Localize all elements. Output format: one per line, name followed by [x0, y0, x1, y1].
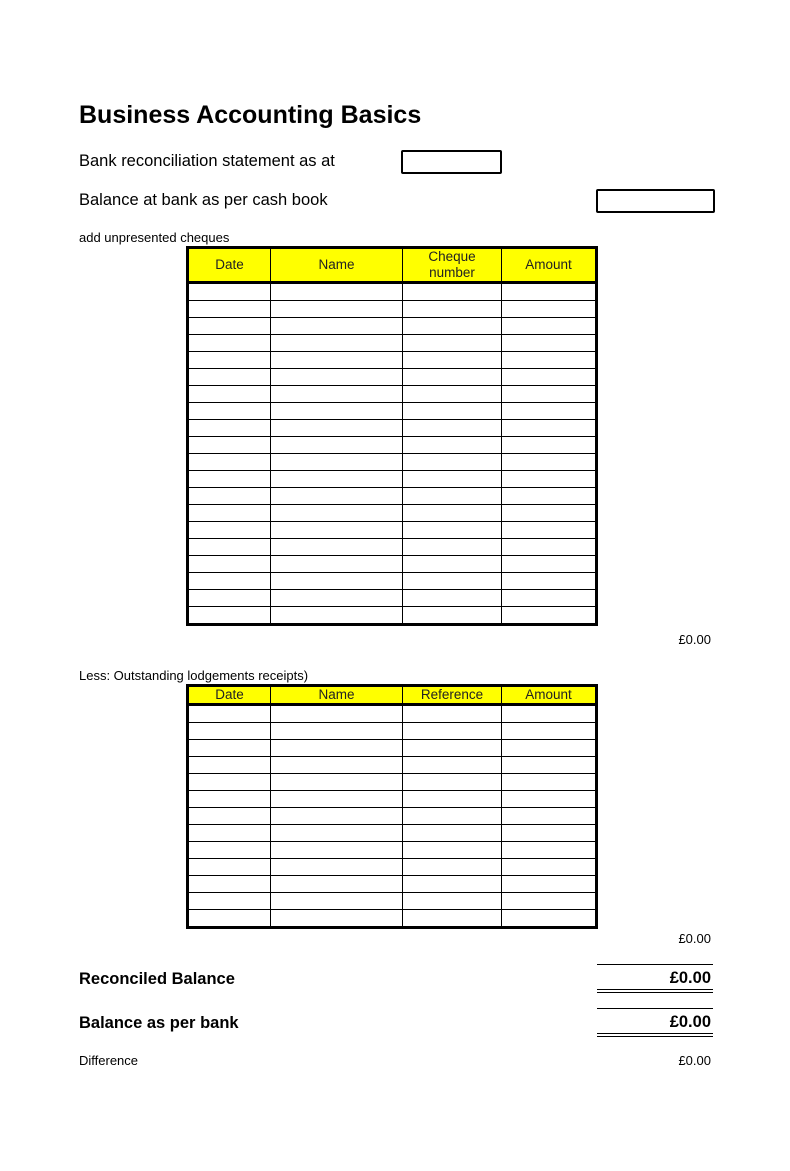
cell-name[interactable] — [271, 723, 403, 740]
cell-amount[interactable] — [502, 454, 597, 471]
cell-date[interactable] — [188, 352, 271, 369]
cell-date[interactable] — [188, 791, 271, 808]
cell-name[interactable] — [271, 607, 403, 625]
cell-amount[interactable] — [502, 505, 597, 522]
bank-balance-label: Balance as per bank — [79, 1014, 239, 1032]
cell-name[interactable] — [271, 556, 403, 573]
cell-date[interactable] — [188, 740, 271, 757]
cell-amount[interactable] — [502, 335, 597, 352]
lodgements-total: £0.00 — [678, 931, 711, 946]
column-header-date: Date — [188, 248, 271, 283]
cell-amount[interactable] — [502, 590, 597, 607]
table-row — [188, 352, 597, 369]
cell-date[interactable] — [188, 335, 271, 352]
cell-amount[interactable] — [502, 301, 597, 318]
cell-date[interactable] — [188, 301, 271, 318]
cell-amount[interactable] — [502, 910, 597, 928]
cell-ref[interactable] — [403, 556, 502, 573]
table-row — [188, 705, 597, 723]
table-row — [188, 910, 597, 928]
table-row — [188, 471, 597, 488]
difference-value: £0.00 — [678, 1053, 711, 1068]
cell-amount[interactable] — [502, 522, 597, 539]
cell-date[interactable] — [188, 774, 271, 791]
cell-ref[interactable] — [403, 573, 502, 590]
cell-amount[interactable] — [502, 607, 597, 625]
cell-ref[interactable] — [403, 876, 502, 893]
cell-date[interactable] — [188, 573, 271, 590]
cell-amount[interactable] — [502, 471, 597, 488]
cell-amount[interactable] — [502, 859, 597, 876]
cell-name[interactable] — [271, 910, 403, 928]
column-header-reference: Reference — [403, 686, 502, 705]
cell-ref[interactable] — [403, 910, 502, 928]
cell-date[interactable] — [188, 505, 271, 522]
cell-date[interactable] — [188, 454, 271, 471]
cell-name[interactable] — [271, 774, 403, 791]
cell-ref[interactable] — [403, 386, 502, 403]
cell-amount[interactable] — [502, 723, 597, 740]
cell-amount[interactable] — [502, 705, 597, 723]
cell-amount[interactable] — [502, 842, 597, 859]
cell-ref[interactable] — [403, 705, 502, 723]
cell-amount[interactable] — [502, 539, 597, 556]
cell-name[interactable] — [271, 335, 403, 352]
cell-date[interactable] — [188, 539, 271, 556]
cell-date[interactable] — [188, 723, 271, 740]
table-row — [188, 808, 597, 825]
table-row — [188, 859, 597, 876]
table-row — [188, 437, 597, 454]
column-header-name: Name — [271, 686, 403, 705]
table-row — [188, 876, 597, 893]
cell-amount[interactable] — [502, 386, 597, 403]
cell-date[interactable] — [188, 471, 271, 488]
table-row — [188, 825, 597, 842]
cell-amount[interactable] — [502, 420, 597, 437]
cell-ref[interactable] — [403, 420, 502, 437]
cell-date[interactable] — [188, 825, 271, 842]
cell-name[interactable] — [271, 590, 403, 607]
cell-date[interactable] — [188, 859, 271, 876]
cell-name[interactable] — [271, 471, 403, 488]
cell-ref[interactable] — [403, 893, 502, 910]
cell-name[interactable] — [271, 301, 403, 318]
unpresented-total: £0.00 — [678, 632, 711, 647]
cell-date[interactable] — [188, 522, 271, 539]
cell-name[interactable] — [271, 522, 403, 539]
column-header-cheque-number: Cheque number — [403, 248, 502, 283]
cell-amount[interactable] — [502, 369, 597, 386]
difference-label: Difference — [79, 1053, 139, 1068]
cell-amount[interactable] — [502, 283, 597, 301]
table-row — [188, 505, 597, 522]
cell-name[interactable] — [271, 283, 403, 301]
cell-date[interactable] — [188, 283, 271, 301]
cell-ref[interactable] — [403, 791, 502, 808]
cell-name[interactable] — [271, 488, 403, 505]
cell-ref[interactable] — [403, 403, 502, 420]
cell-name[interactable] — [271, 808, 403, 825]
cell-ref[interactable] — [403, 757, 502, 774]
table-row — [188, 420, 597, 437]
cell-amount[interactable] — [502, 774, 597, 791]
cell-date[interactable] — [188, 437, 271, 454]
cell-ref[interactable] — [403, 352, 502, 369]
cell-name[interactable] — [271, 386, 403, 403]
cell-ref[interactable] — [403, 335, 502, 352]
cell-name[interactable] — [271, 740, 403, 757]
cell-amount[interactable] — [502, 757, 597, 774]
cell-date[interactable] — [188, 369, 271, 386]
cell-ref[interactable] — [403, 808, 502, 825]
cell-name[interactable] — [271, 505, 403, 522]
unpresented-cheques-label: add unpresented cheques — [79, 230, 230, 245]
cell-amount[interactable] — [502, 825, 597, 842]
cell-name[interactable] — [271, 705, 403, 723]
statement-date-label: Bank reconciliation statement as at — [79, 152, 335, 170]
cell-date[interactable] — [188, 808, 271, 825]
cell-date[interactable] — [188, 842, 271, 859]
table-row — [188, 403, 597, 420]
cell-date[interactable] — [188, 893, 271, 910]
cell-name[interactable] — [271, 876, 403, 893]
cell-name[interactable] — [271, 437, 403, 454]
cell-ref[interactable] — [403, 774, 502, 791]
table-row — [188, 740, 597, 757]
cell-name[interactable] — [271, 454, 403, 471]
cell-ref[interactable] — [403, 505, 502, 522]
table-row — [188, 842, 597, 859]
cell-amount[interactable] — [502, 876, 597, 893]
cell-amount[interactable] — [502, 893, 597, 910]
lodgements-label: Less: Outstanding lodgements receipts) — [79, 668, 309, 683]
statement-date-field[interactable] — [401, 150, 502, 174]
cell-name[interactable] — [271, 539, 403, 556]
cell-name[interactable] — [271, 403, 403, 420]
table-row — [188, 893, 597, 910]
cell-name[interactable] — [271, 420, 403, 437]
cash-book-label: Balance at bank as per cash book — [79, 191, 328, 209]
unpresented-cheques-table — [186, 246, 598, 626]
cell-amount[interactable] — [502, 437, 597, 454]
cell-amount[interactable] — [502, 403, 597, 420]
cell-date[interactable] — [188, 910, 271, 928]
cell-ref[interactable] — [403, 859, 502, 876]
cell-name[interactable] — [271, 318, 403, 335]
cell-name[interactable] — [271, 352, 403, 369]
cell-ref[interactable] — [403, 539, 502, 556]
cell-date[interactable] — [188, 403, 271, 420]
cell-ref[interactable] — [403, 471, 502, 488]
cell-ref[interactable] — [403, 522, 502, 539]
cell-name[interactable] — [271, 825, 403, 842]
cell-date[interactable] — [188, 876, 271, 893]
table-row — [188, 522, 597, 539]
table-row — [188, 573, 597, 590]
cell-ref[interactable] — [403, 437, 502, 454]
cash-book-balance-field[interactable] — [596, 189, 715, 213]
table-row — [188, 607, 597, 625]
cell-name[interactable] — [271, 893, 403, 910]
cell-name[interactable] — [271, 859, 403, 876]
cell-amount[interactable] — [502, 791, 597, 808]
table-row — [188, 791, 597, 808]
cell-ref[interactable] — [403, 825, 502, 842]
table-row — [188, 774, 597, 791]
column-header-amount: Amount — [502, 248, 597, 283]
table-row — [188, 335, 597, 352]
table-row — [188, 386, 597, 403]
table-row — [188, 723, 597, 740]
cell-date[interactable] — [188, 386, 271, 403]
cell-name[interactable] — [271, 369, 403, 386]
cell-ref[interactable] — [403, 369, 502, 386]
cell-name[interactable] — [271, 791, 403, 808]
page-title: Business Accounting Basics — [79, 101, 422, 129]
table-row — [188, 283, 597, 301]
cell-amount[interactable] — [502, 488, 597, 505]
cell-name[interactable] — [271, 573, 403, 590]
cell-ref[interactable] — [403, 740, 502, 757]
column-header-date: Date — [188, 686, 271, 705]
cell-date[interactable] — [188, 590, 271, 607]
cell-date[interactable] — [188, 556, 271, 573]
cell-date[interactable] — [188, 420, 271, 437]
table-row — [188, 488, 597, 505]
cell-ref[interactable] — [403, 723, 502, 740]
cell-ref[interactable] — [403, 454, 502, 471]
cell-amount[interactable] — [502, 808, 597, 825]
table-row — [188, 556, 597, 573]
cell-amount[interactable] — [502, 573, 597, 590]
cell-date[interactable] — [188, 705, 271, 723]
cell-amount[interactable] — [502, 318, 597, 335]
reconciled-balance-label: Reconciled Balance — [79, 970, 235, 988]
cell-date[interactable] — [188, 607, 271, 625]
cell-ref[interactable] — [403, 488, 502, 505]
cell-ref[interactable] — [403, 301, 502, 318]
table-row — [188, 318, 597, 335]
cell-date[interactable] — [188, 318, 271, 335]
cell-ref[interactable] — [403, 318, 502, 335]
column-header-name: Name — [271, 248, 403, 283]
cell-ref[interactable] — [403, 590, 502, 607]
cell-name[interactable] — [271, 757, 403, 774]
bank-balance-value: £0.00 — [597, 1008, 713, 1037]
column-header-amount: Amount — [502, 686, 597, 705]
reconciled-balance-value: £0.00 — [597, 964, 713, 993]
cell-ref[interactable] — [403, 283, 502, 301]
outstanding-lodgements-table — [186, 684, 598, 929]
cell-amount[interactable] — [502, 740, 597, 757]
table-row — [188, 757, 597, 774]
cell-date[interactable] — [188, 488, 271, 505]
table-row — [188, 539, 597, 556]
table-row — [188, 301, 597, 318]
table-row — [188, 454, 597, 471]
cell-name[interactable] — [271, 842, 403, 859]
cell-ref[interactable] — [403, 842, 502, 859]
cell-amount[interactable] — [502, 556, 597, 573]
table-row — [188, 369, 597, 386]
cell-ref[interactable] — [403, 607, 502, 625]
cell-amount[interactable] — [502, 352, 597, 369]
table-row — [188, 590, 597, 607]
cell-date[interactable] — [188, 757, 271, 774]
